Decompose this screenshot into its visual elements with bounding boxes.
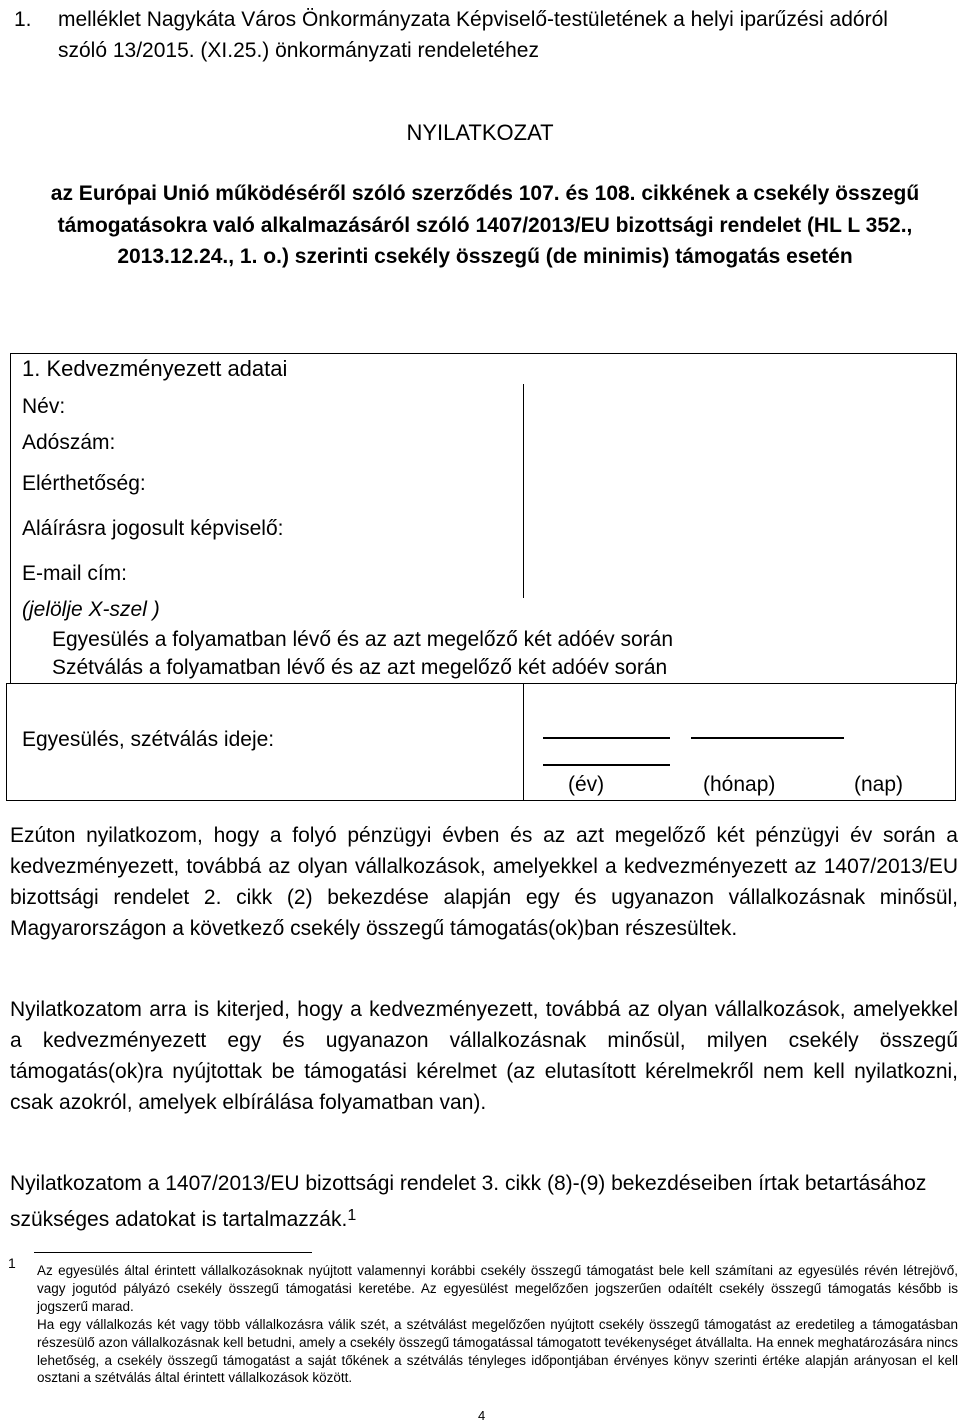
paragraph-content [10,1166,958,1238]
year-label: (év) [568,773,605,796]
page-number: 4 [478,1408,486,1423]
footnote-mark: 1 [8,1255,16,1271]
footnote-rule [34,1252,312,1253]
email-label: E-mail cím: [22,562,127,585]
split-option[interactable]: Szétválás a folyamatban lévő és az azt megelőző két adóév során [52,656,668,679]
year-blank-upper[interactable] [543,737,670,739]
header-text: melléklet Nagykáta Város Önkormányzata Képviselő-testületének a helyi iparűzési adóról szóló 13/2015. (XI.25.) önkormányzati rendeletéhez [58,8,888,62]
paragraph-content-text: Nyilatkozatom a 1407/2013/EU bizottsági rendelet 3. cikk (8)-(9) bekezdéseiben írtak betartásához szükséges adatokat is tartalmazzák. [10,1172,927,1231]
date-section-left-border [6,683,7,800]
footnote-split: Ha egy vállalkozás két vagy több vállalkozásra válik szét, a szétválást megelőzően nyújtott csekély összegű támogatást az eredetileg a támogatásban részesülő azon vállalkozásnak kell betudni, amely a csekély összegű támogatással támogatott tevékenységet átvállalta. Ha ennek meghatározására nincs lehetőség, a csekély összegű támogatást a saját tőkének a szétválás tényleges időpontjában érvényes könyv szerinti értéke alapján arányosan el kell osztani a szétválás által érintett vállalkozások között. [37,1317,958,1386]
tax-number-label: Adószám: [22,431,116,454]
date-label: Egyesülés, szétválás ideje: [22,728,275,751]
document-title: NYILATKOZAT [406,120,554,145]
name-label: Név: [22,395,66,418]
footnote-merger: Az egyesülés által érintett vállalkozásoknak nyújtott valamennyi korábbi csekély összegű támogatást bele kell számítani az egyesülés révén létrejövő, vagy jogutód pályázó csekély összegű támogatási keretébe. Az egyesülést megelőzően jogszerűen odaítélt csekély összegű támogatás később is jogszerű marad. [37,1263,958,1314]
month-blank[interactable] [691,737,844,739]
paragraph-declaration: Ezúton nyilatkozom, hogy a folyó pénzügyi évben és az azt megelőző két pénzügyi év során a kedvezményezett, továbbá az olyan vállalkozások, amelyekkel a kedvezményezett az 1407/2013/EU bizottsági rendelet 2. cikk (2) bekezdése alapján egy és ugyanazon vállalkozásnak minősül, Magyarországon a következő csekély összegű támogatás(ok)ban részesültek. [10,824,958,940]
paragraph-scope: Nyilatkozatom arra is kiterjed, hogy a kedvezményezett, továbbá az olyan vállalkozások, amelyekkel a kedvezményezett egy és ugyanazon vállalkozásnak minősül, milyen csekély összegű támogatás(ok)ra nyújtottak be támogatási kérelmet (az elutasított kérelmekről nem kell nyilatkozni, csak azokról, amelyek elbírálása folyamatban van). [10,998,958,1114]
document-subtitle: az Európai Unió működéséről szóló szerződés 107. és 108. cikkének a csekély összegű támogatásokra való alkalmazásáról szóló 1407/2013/EU bizottsági rendelet (HL L 352., 2013.12.24., 1. o.) szerinti csekély összegű (de minimis) támogatás esetén [50,182,920,268]
footnote-reference[interactable]: 1 [347,1207,357,1224]
merger-option[interactable]: Egyesülés a folyamatban lévő és az azt megelőző két adóév során [52,628,674,651]
date-section-bottom-rule [6,800,956,801]
date-section-right-border [955,683,956,800]
date-section-divider [523,683,524,800]
day-label: (nap) [854,773,904,796]
year-blank-lower[interactable] [543,764,670,766]
mark-instruction: (jelölje X-szel ) [22,598,160,621]
section-title: 1. Kedvezményezett adatai [22,356,288,381]
contact-label: Elérthetőség: [22,472,146,495]
signatory-label: Aláírásra jogosult képviselő: [22,517,284,540]
header-number: 1. [14,8,32,31]
date-section-top-rule [6,683,956,684]
form-column-divider [523,384,524,598]
document-header [14,4,918,66]
month-label: (hónap) [703,773,776,796]
